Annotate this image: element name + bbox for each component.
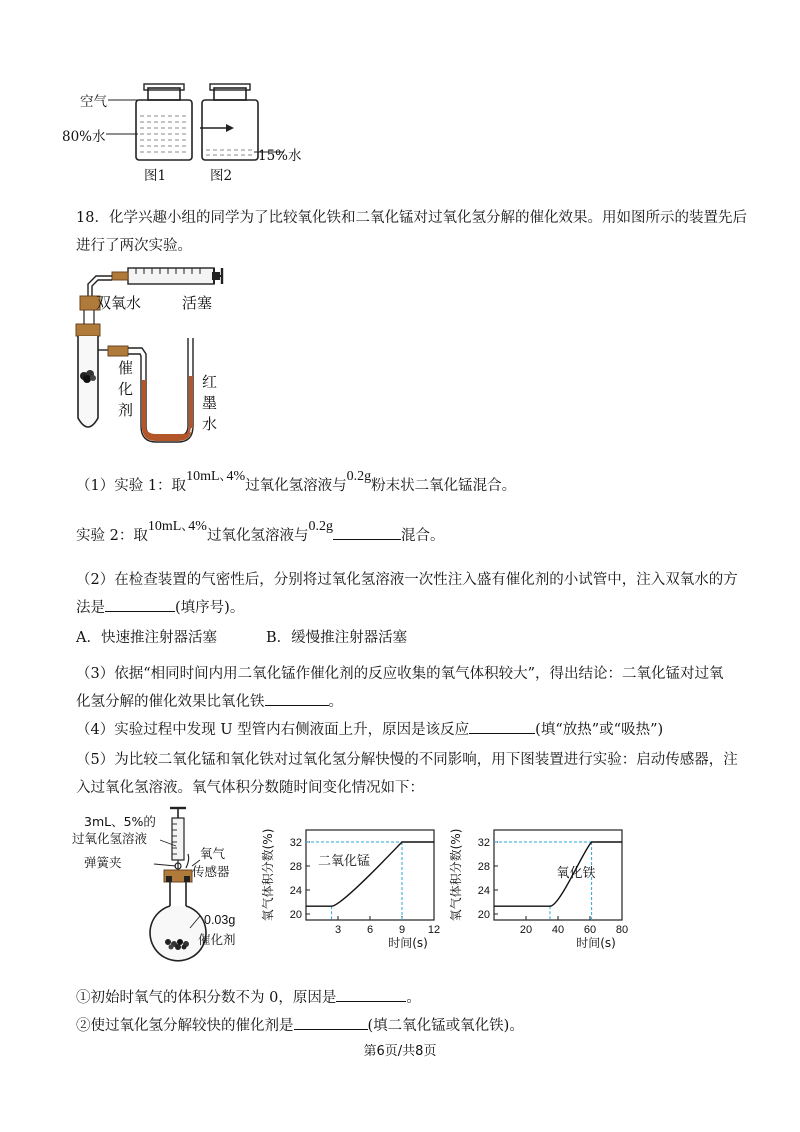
page-footer: 第6页/共8页 xyxy=(363,1044,437,1059)
p2-text-a: 实验 2：取 xyxy=(76,528,148,544)
y-tick-label: 24 xyxy=(289,885,302,897)
y-tick-label: 32 xyxy=(289,837,302,849)
y-tick-label: 28 xyxy=(289,861,302,873)
y-tick-label: 24 xyxy=(477,885,490,897)
chart-fe2o3 xyxy=(446,820,636,960)
answer-blank-method[interactable] xyxy=(105,597,175,612)
p5-text-b: (填“放热”或“吸热”) xyxy=(535,722,664,738)
label-catalyst xyxy=(118,358,133,421)
series-label: 二氧化锰 xyxy=(317,854,371,869)
label-piston: 活塞 xyxy=(182,294,213,312)
qa-text-a: ①初始时氧气的体积分数不为 0，原因是 xyxy=(76,990,337,1006)
caption-fig1: 图1 xyxy=(144,168,167,184)
label-solution-1: 3mL、5%的 xyxy=(84,814,156,829)
answer-blank-faster[interactable] xyxy=(294,1015,368,1030)
q18-part2-line1: （2）在检查装置的气密性后，分别将过氧化氢溶液一次性注入盛有催化剂的小试管中，注入双氧水的方 xyxy=(76,572,738,588)
q18-part1 xyxy=(76,469,517,495)
q18-part1-exp2 xyxy=(76,519,445,545)
y-tick-label: 28 xyxy=(477,861,490,873)
label-air: 空气 xyxy=(80,94,107,110)
chart-mno2 xyxy=(258,820,448,960)
x-tick-label: 6 xyxy=(366,924,374,936)
label-ink-1: 红 xyxy=(202,373,218,391)
p3-text-a: 法是 xyxy=(76,600,105,616)
label-water-15: 15%水 xyxy=(258,148,302,164)
label-h2o2: 双氧水 xyxy=(96,294,142,312)
label-water-80: 80%水 xyxy=(62,129,106,145)
p1-amount-solution: 10mL､4% xyxy=(186,469,246,484)
x-axis-label: 时间(s) xyxy=(576,936,616,950)
x-axis-label: 时间(s) xyxy=(388,936,428,950)
answer-blank-reason[interactable] xyxy=(336,987,406,1002)
x-tick-label: 3 xyxy=(334,924,342,936)
y-axis-label: 氧气体积分数(%) xyxy=(261,828,275,922)
label-sensor-2: 传感器 xyxy=(192,864,230,879)
q18-part3-line2 xyxy=(76,690,343,711)
option-a: A．快速推注射器活塞 xyxy=(76,630,217,646)
y-axis-label: 氧气体积分数(%) xyxy=(449,828,463,922)
qb-text-a: ②使过氧化氢分解较快的催化剂是 xyxy=(76,1018,294,1034)
p5-text-a: （4）实验过程中发现 U 型管内右侧液面上升，原因是该反应 xyxy=(76,722,470,738)
q18-part3-line1: （3）依据“相同时间内用二氧化锰作催化剂的反应收集的氧气体积较大”，得出结论：二氧化锰对过氧 xyxy=(76,666,724,682)
x-tick-label: 60 xyxy=(583,924,597,936)
p2-text-b: 过氧化氢溶液与 xyxy=(206,528,309,544)
q18-part2-line2 xyxy=(76,596,244,617)
q18-part5-b xyxy=(76,1014,524,1035)
x-tick-label: 20 xyxy=(519,924,533,936)
p1-text-a: （1）实验 1：取 xyxy=(76,478,187,494)
label-catalyst-1: 催 xyxy=(118,359,134,377)
apparatus-figure xyxy=(66,258,266,448)
label-solution-2: 过氧化氢溶液 xyxy=(72,831,148,846)
y-tick-label: 20 xyxy=(477,909,490,921)
q18-part5-line1: （5）为比较二氧化锰和氧化铁对过氧化氢分解快慢的不同影响，用下图装置进行实验：启动传感器，注 xyxy=(76,752,738,768)
label-ink-2: 墨 xyxy=(202,394,218,412)
series-line xyxy=(306,842,434,906)
y-tick-label: 20 xyxy=(289,909,302,921)
x-tick-label: 80 xyxy=(615,924,629,936)
series-label: 氧化铁 xyxy=(556,866,596,881)
label-clip: 弹簧夹 xyxy=(84,855,122,870)
q18-intro-line2: 进行了两次实验。 xyxy=(76,238,192,254)
p1-amount-mass: 0.2g xyxy=(346,469,372,484)
p2-text-c: 混合。 xyxy=(400,528,445,544)
p2-amount-solution: 10mL､4% xyxy=(147,519,207,534)
p1-text-c: 粉末状二氧化锰混合。 xyxy=(371,478,517,494)
qb-text-b: (填二氧化锰或氧化铁)。 xyxy=(367,1018,524,1034)
caption-fig2: 图2 xyxy=(210,168,233,184)
y-tick-label: 32 xyxy=(477,837,490,849)
x-tick-label: 40 xyxy=(551,924,565,936)
q18-part4 xyxy=(76,718,663,739)
label-mass: 0.03g xyxy=(204,913,236,927)
qa-text-b: 。 xyxy=(406,990,421,1006)
option-b: B．缓慢推注射器活塞 xyxy=(266,630,408,646)
p4-text-a: 化氢分解的催化效果比氧化铁 xyxy=(76,694,265,710)
label-catalyst-3: 剂 xyxy=(118,401,134,419)
p2-amount-mass: 0.2g xyxy=(308,519,333,534)
label-catalyst-2: 化 xyxy=(118,380,134,398)
p1-text-b: 过氧化氢溶液与 xyxy=(245,478,347,494)
answer-blank-exp2[interactable] xyxy=(333,525,401,540)
label-catalyst-flask: 催化剂 xyxy=(198,932,236,947)
label-red-ink xyxy=(202,372,217,435)
p3-text-b: (填序号)。 xyxy=(175,600,245,616)
label-sensor-1: 氧气 xyxy=(200,846,226,861)
q18-part5-a xyxy=(76,986,421,1007)
q18-intro-line1: 18．化学兴趣小组的同学为了比较氧化铁和二氧化锰对过氧化氢分解的催化效果。用如图所示的装置先后 xyxy=(76,210,747,226)
p4-text-b: 。 xyxy=(328,694,343,710)
x-tick-label: 9 xyxy=(398,924,406,936)
q18-part5-line2: 入过氧化氢溶液。氧气体积分数随时间变化情况如下： xyxy=(76,780,424,796)
answer-blank-effect[interactable] xyxy=(265,691,329,706)
x-tick-label: 12 xyxy=(427,924,441,936)
answer-blank-heat[interactable] xyxy=(469,719,535,734)
label-ink-3: 水 xyxy=(202,415,218,433)
